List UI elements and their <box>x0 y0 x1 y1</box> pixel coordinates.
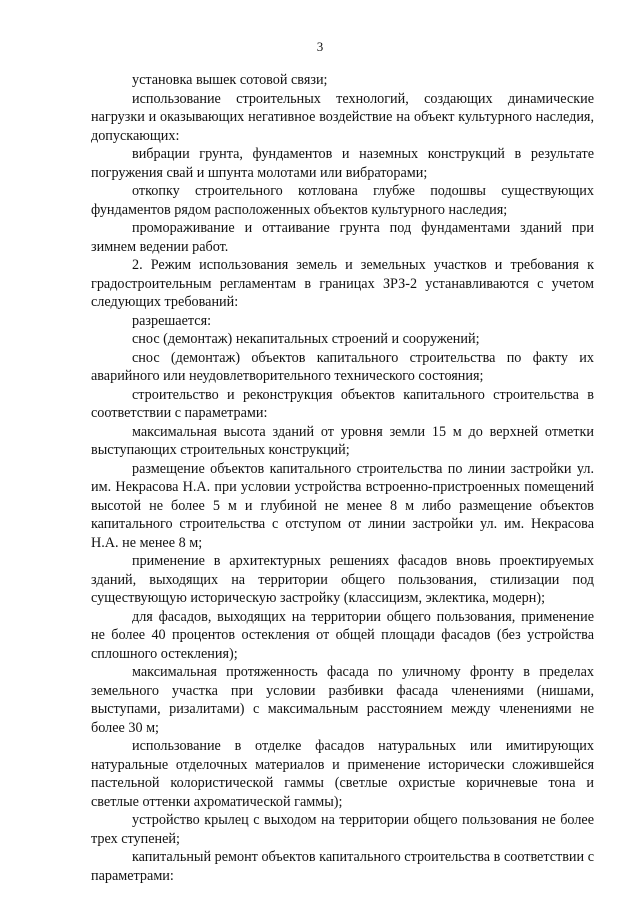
paragraph-porches: устройство крылец с выходом на территории общего пользования не более трех ступеней; <box>91 812 594 847</box>
paragraph-permitted: разрешается: <box>132 312 212 329</box>
document-body <box>91 71 594 885</box>
paragraph-construction-technologies: использование строительных технологий, создающих динамические нагрузки и оказывающих негативное воздействие на объект культурного наследия, допускающих: <box>91 90 594 144</box>
paragraph-nekrasov-placement: размещение объектов капитального строительства по линии застройки ул. им. Некрасова Н.А. при условии устройства встроенно-пристроенных помещений высотой не более 5 м и глубиной не менее 8 м либо размещение объектов капитального строительства с отступом от линии застройки ул. им. Некрасова Н.А. не менее 8 м; <box>91 460 594 551</box>
paragraph-facade-stylization: применение в архитектурных решениях фасадов вновь проектируемых зданий, выходящих на территории общего пользования, стилизации под существующую историческую застройку (классицизм, эклектика, модерн); <box>91 553 594 606</box>
paragraph-finishing-materials: использование в отделке фасадов натуральных или имитирующих натуральные отделочных материалов и применение исторически сложившейся пастельной колористической гаммы (светлые охристые коричневые тона и светлые оттенки ахроматической гаммы); <box>91 738 594 810</box>
paragraph-zrz2-regime: 2. Режим использования земель и земельных участков и требования к градостроительным регламентам в границах ЗРЗ-2 устанавливаются с учетом следующих требований: <box>91 257 594 310</box>
paragraph-capital-repair: капитальный ремонт объектов капитального строительства в соответствии с параметрами: <box>91 849 594 884</box>
paragraph-construction-parameters: строительство и реконструкция объектов капитального строительства в соответствии с параметрами: <box>91 386 594 421</box>
paragraph-pit-excavation: откопку строительного котлована глубже подошвы существующих фундаментов рядом расположенных объектов культурного наследия; <box>91 183 594 218</box>
paragraph-cell-towers: установка вышек сотовой связи; <box>132 72 328 88</box>
paragraph-ground-freezing: промораживание и оттаивание грунта под фундаментами зданий при зимнем ведении работ. <box>91 220 594 255</box>
paragraph-glazing-limit: для фасадов, выходящих на территории общего пользования, применение не более 40 процентов остекления от общей площади фасадов (без устройства сплошного остекления); <box>91 608 594 662</box>
paragraph-demolition-capital: снос (демонтаж) объектов капитального строительства по факту их аварийного или неудовлетворительного технического состояния; <box>91 349 594 384</box>
page-number: 3 <box>316 39 324 54</box>
paragraph-demolition-noncapital: снос (демонтаж) некапитальных строений и сооружений; <box>132 331 480 347</box>
paragraph-max-height: максимальная высота зданий от уровня земли 15 м до верхней отметки выступающих строительных конструкций; <box>91 423 594 458</box>
paragraph-facade-length: максимальная протяженность фасада по уличному фронту в пределах земельного участка при условии разбивки фасада членениями (нишами, выступами, ризалитами) с максимальным расстоянием между членениями не более 30 м; <box>91 664 594 736</box>
paragraph-ground-vibrations: вибрации грунта, фундаментов и наземных конструкций в результате погружения свай и шпунта молотами или вибраторами; <box>91 146 594 181</box>
